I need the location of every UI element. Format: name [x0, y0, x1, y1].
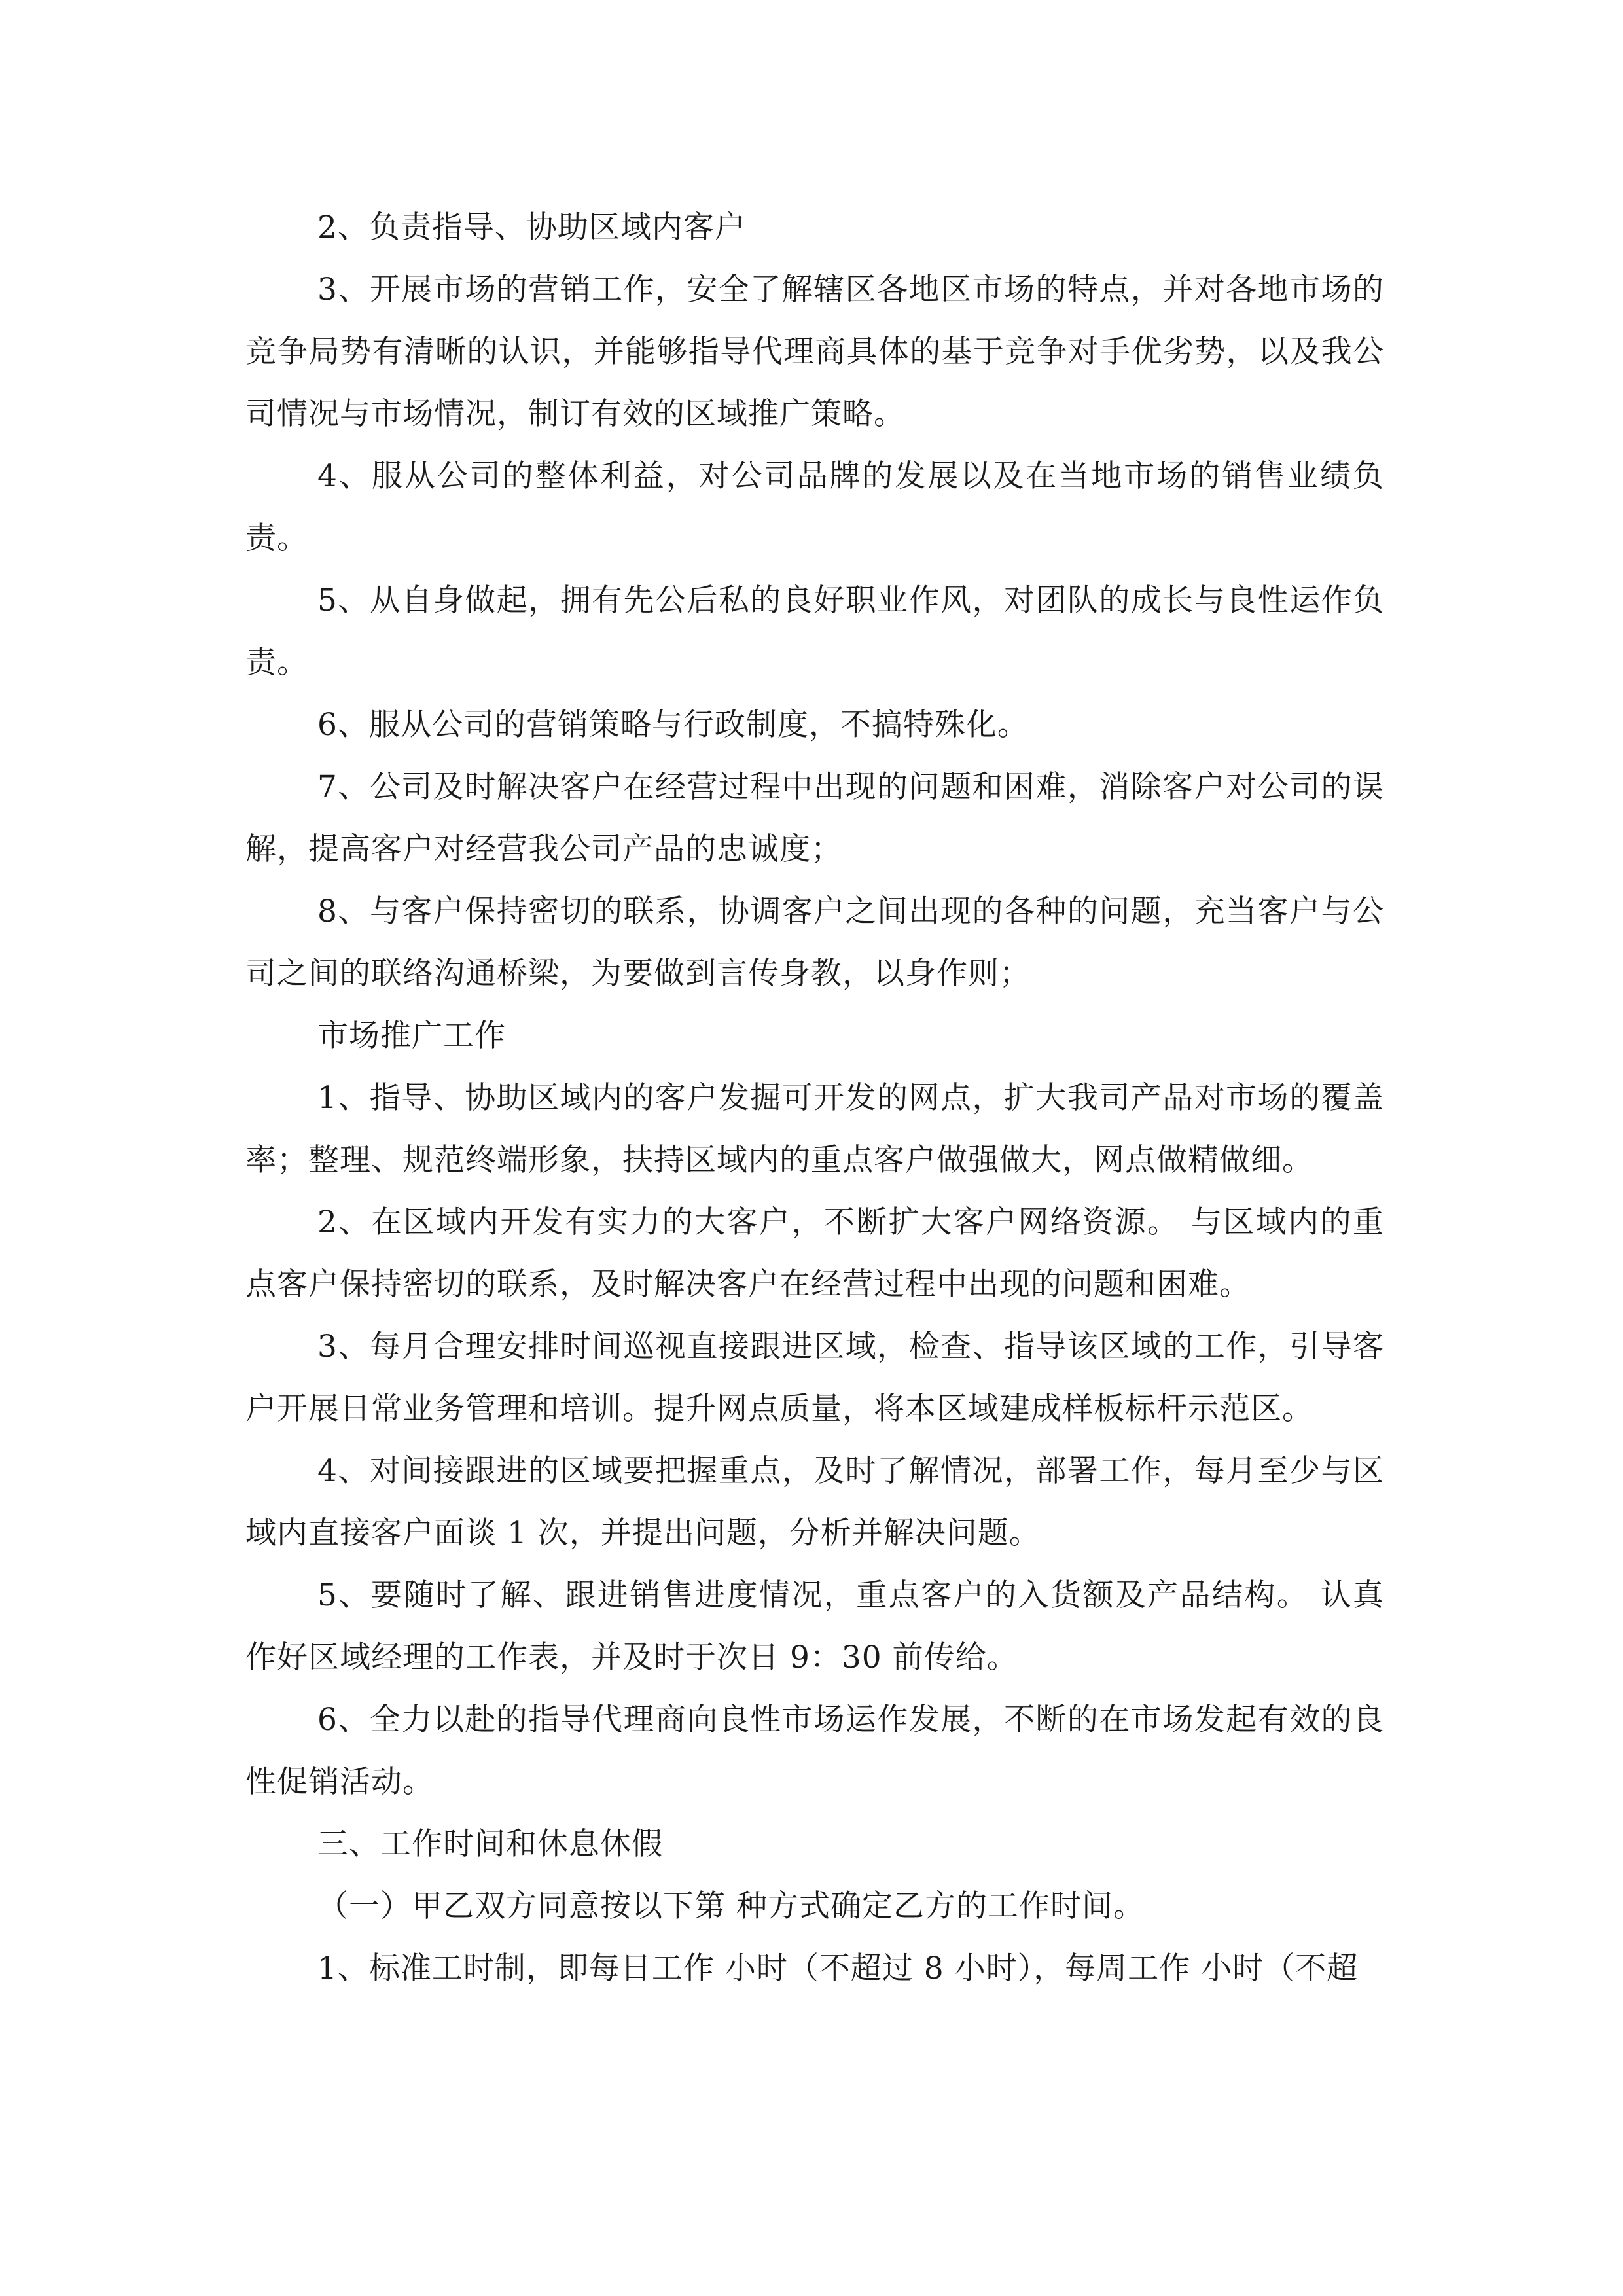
- promotion-item-2: 2、在区域内开发有实力的大客户，不断扩大客户网络资源。 与区域内的重点客户保持密切的联系，及时解决客户在经营过程中出现的问题和困难。: [245, 1204, 1384, 1302]
- promotion-item-1: 1、指导、协助区域内的客户发掘可开发的网点，扩大我司产品对市场的覆盖率；整理、规范终端形象，扶持区域内的重点客户做强做大，网点做精做细。: [245, 1080, 1384, 1178]
- promotion-item-3: 3、每月合理安排时间巡视直接跟进区域，检查、指导该区域的工作，引导客户开展日常业务管理和培训。提升网点质量，将本区域建成样板标杆示范区。: [245, 1329, 1384, 1427]
- subsection-work-hours-method: （一）甲乙双方同意按以下第 种方式确定乙方的工作时间。: [317, 1888, 1145, 1924]
- section-heading-work-hours: 三、工作时间和休息休假: [317, 1826, 663, 1862]
- paragraph-8-client-liaison: 8、与客户保持密切的联系，协调客户之间出现的各种的问题，充当客户与公司之间的联络沟通桥梁，为要做到言传身教，以身作则；: [245, 893, 1384, 992]
- paragraph-2-guide-clients: 2、负责指导、协助区域内客户: [317, 209, 746, 245]
- paragraph-3-market-marketing: 3、开展市场的营销工作，安全了解辖区各地区市场的特点，并对各地市场的竞争局势有清晰的认识，并能够指导代理商具体的基于竞争对手优劣势，以及我公司情况与市场情况，制订有效的区域推广策略。: [245, 272, 1384, 432]
- paragraph-4-company-interest: 4、服从公司的整体利益，对公司品牌的发展以及在当地市场的销售业绩负责。: [245, 458, 1384, 556]
- document-body: [245, 196, 1384, 2000]
- work-hours-item-1: 1、标准工时制，即每日工作 小时（不超过 8 小时），每周工作 小时（不超: [317, 1950, 1359, 1986]
- paragraph-6-obey-strategy: 6、服从公司的营销策略与行政制度，不搞特殊化。: [317, 707, 1029, 743]
- promotion-item-6: 6、全力以赴的指导代理商向良性市场运作发展，不断的在市场发起有效的良性促销活动。: [245, 1702, 1384, 1800]
- promotion-item-5: 5、要随时了解、跟进销售进度情况，重点客户的入货额及产品结构。 认真作好区域经理的工作表，并及时于次日 9：30 前传给。: [245, 1577, 1384, 1676]
- section-heading-market-promotion: 市场推广工作: [317, 1018, 506, 1054]
- paragraph-5-self-conduct: 5、从自身做起，拥有先公后私的良好职业作风，对团队的成长与良性运作负责。: [245, 583, 1384, 681]
- promotion-item-4: 4、对间接跟进的区域要把握重点，及时了解情况，部署工作，每月至少与区域内直接客户面谈 1 次，并提出问题，分析并解决问题。: [245, 1453, 1384, 1551]
- paragraph-7-resolve-issues: 7、公司及时解决客户在经营过程中出现的问题和困难，消除客户对公司的误解，提高客户对经营我公司产品的忠诚度；: [245, 769, 1384, 867]
